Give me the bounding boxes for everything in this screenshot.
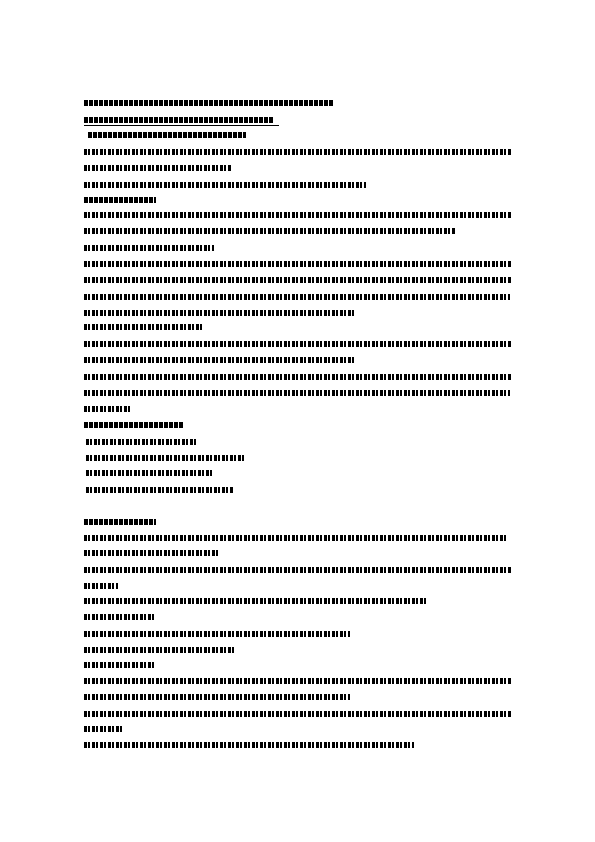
section-heading	[84, 519, 156, 525]
text-line	[84, 662, 156, 668]
text-line	[84, 550, 220, 556]
text-line	[84, 726, 122, 732]
subheading	[84, 422, 184, 428]
text-line	[84, 678, 512, 684]
subheading	[84, 197, 156, 203]
text-line	[84, 294, 510, 300]
text-line	[84, 341, 512, 347]
list-item	[86, 470, 214, 476]
text-line	[84, 406, 130, 412]
section-heading-underline	[84, 125, 279, 126]
text-line	[84, 535, 506, 541]
text-line	[84, 742, 414, 748]
text-line	[84, 711, 512, 717]
text-line	[84, 277, 512, 283]
list-item	[86, 455, 244, 461]
text-line	[84, 647, 234, 653]
text-line	[84, 374, 512, 380]
text-line	[84, 261, 512, 267]
text-line	[84, 567, 512, 573]
list-item	[86, 439, 198, 445]
text-line	[84, 357, 354, 363]
text-line	[84, 212, 512, 218]
text-line	[84, 694, 350, 700]
text-line	[84, 390, 510, 396]
text-line	[84, 182, 366, 188]
list-item	[86, 487, 234, 493]
text-line	[84, 598, 428, 604]
text-line	[84, 583, 118, 589]
text-line	[84, 324, 204, 330]
text-line	[84, 149, 512, 155]
document-title	[84, 100, 334, 106]
text-line	[84, 631, 350, 637]
text-line	[84, 614, 154, 620]
text-line	[84, 310, 354, 316]
text-line	[84, 165, 232, 171]
text-line	[84, 228, 456, 234]
subheading	[88, 132, 246, 138]
text-line	[84, 245, 214, 251]
section-heading	[84, 117, 274, 123]
